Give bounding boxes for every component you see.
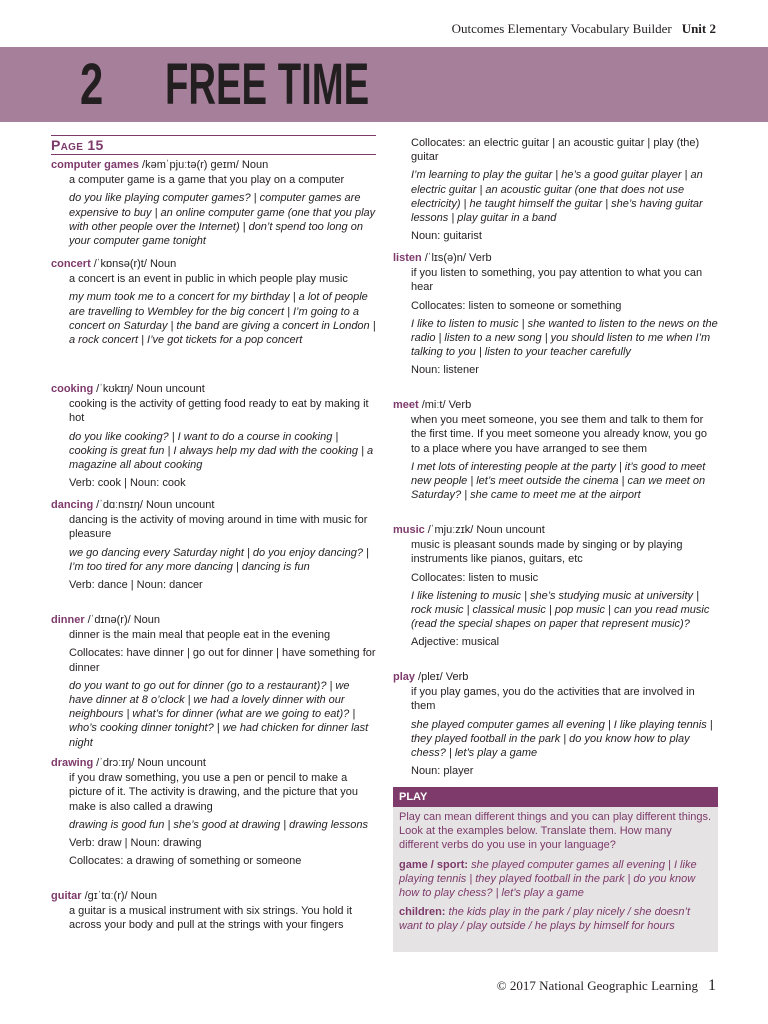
definition: when you meet someone, you see them and talk to them for the first time. If you meet someone you already know, you go to a place where you have arranged to see them (411, 414, 707, 455)
entry-guitar-continued (393, 136, 718, 243)
derived-forms: Adjective: musical (411, 636, 500, 649)
unit-label: Unit 2 (681, 21, 716, 36)
headword: meet (393, 399, 419, 411)
entry-music (393, 523, 718, 650)
page-number: 1 (708, 977, 716, 994)
definition: if you listen to something, you pay attention to what you can hear (411, 267, 703, 294)
collocates: Collocates: listen to music (411, 571, 539, 584)
entry-dancing (51, 498, 376, 592)
pronunciation: /ˈkɒnsə(r)t/ Noun (93, 258, 177, 270)
headword: listen (393, 252, 422, 264)
pronunciation: /ˈmjuːzɪk/ Noun uncount (427, 524, 545, 536)
play-box-item (399, 905, 712, 933)
examples: she played computer games all evening | I like playing tennis | they played football in the park | do you know how to play chess? | let’s play a game (411, 718, 713, 760)
derived-forms: Noun: listener (411, 364, 479, 377)
unit-banner (0, 47, 768, 122)
entry-computer-games (51, 158, 376, 248)
unit-number: 2 (80, 52, 103, 117)
item-label: children: (399, 906, 446, 919)
headword: music (393, 524, 425, 536)
pronunciation: /ˈdɪnə(r)/ Noun (87, 614, 161, 626)
entry-meet (393, 398, 718, 502)
examples: I like listening to music | she’s studying music at university | rock music | classical music | pop music | can you read music (read the special shapes on paper that represent music)? (411, 589, 710, 631)
collocates: Collocates: listen to someone or something (411, 299, 622, 312)
entry-play (393, 670, 718, 778)
item-examples: she played computer games all evening | I like playing tennis | they played football in the park | do you know how to play chess? | let’s play a game (399, 858, 697, 900)
derived-forms: Noun: guitarist (411, 230, 482, 243)
definition: cooking is the activity of getting food ready to eat by making it hot (69, 398, 369, 425)
headword: cooking (51, 383, 94, 395)
derived-forms: Verb: dance | Noun: dancer (69, 579, 203, 592)
pronunciation: /ˈkʊkɪŋ/ Noun uncount (96, 383, 205, 395)
examples: drawing is good fun | she’s good at drawing | drawing lessons (69, 818, 369, 831)
play-box-intro: Play can mean different things and you can play different things. Look at the examples below. Translate them. How many different verbs do you use in your language? (399, 811, 712, 852)
page-heading-label: Page 15 (51, 137, 104, 153)
pronunciation: /ɡɪˈtɑː(r)/ Noun (84, 890, 157, 902)
entry-guitar (51, 889, 376, 933)
pronunciation: /ˈlɪs(ə)n/ Verb (424, 252, 492, 264)
definition: a concert is an event in public in which people play music (69, 273, 348, 286)
pronunciation: /pleɪ/ Verb (418, 671, 469, 683)
play-box-title: PLAY (393, 787, 718, 807)
examples: do you like playing computer games? | computer games are expensive to buy | an online computer game (one that you play with other people over the Internet) | don’t spend too long on your computer game tonight (69, 192, 376, 248)
definition: dancing is the activity of moving around in time with music for pleasure (69, 514, 368, 541)
definition: if you play games, you do the activities that are involved in them (411, 686, 695, 713)
definition: if you draw something, you use a pen or pencil to make a picture of it. The activity is drawing, and the picture that you make is also called a drawing (69, 772, 359, 813)
book-title: Outcomes Elementary Vocabulary Builder (451, 21, 672, 36)
item-examples: the kids play in the park / play nicely / she doesn’t want to play / play outside / he plays by himself for hours (399, 906, 691, 933)
headword: computer games (51, 159, 140, 171)
examples: do you like cooking? | I want to do a course in cooking | cooking is great fun | I always help my dad with the cooking | a magazine all about cooking (69, 430, 374, 472)
item-label: game / sport: (399, 858, 469, 871)
examples: I like to listen to music | she wanted to listen to the news on the radio | listen to a new song | you should listen to me when I’m talking to you | listen to your teacher carefully (411, 317, 718, 359)
pronunciation: /ˈdɑːnsɪŋ/ Noun uncount (96, 499, 215, 511)
collocates: Collocates: have dinner | go out for dinner | have something for dinner (69, 647, 376, 674)
copyright: © 2017 National Geographic Learning (496, 978, 698, 993)
entry-listen (393, 251, 718, 378)
pronunciation: /miːt/ Verb (421, 399, 472, 411)
examples: do you want to go out for dinner (go to a restaurant)? | we have dinner at 8 o’clock | we had a lovely dinner with our neighbours | what’s for dinner (what are we going to eat)? | who’s cooking dinner tonight? | we had chicken for dinner last night (69, 679, 369, 749)
headword: guitar (51, 890, 82, 902)
entry-dinner (51, 613, 376, 750)
entry-cooking (51, 382, 376, 490)
collocates: Collocates: an electric guitar | an acoustic guitar | play (the) guitar (411, 137, 700, 164)
examples: we go dancing every Saturday night | do you enjoy dancing? | I’m too tired for any more dancing | dancing is fun (69, 546, 369, 573)
headword: concert (51, 258, 91, 270)
definition: a computer game is a game that you play on a computer (69, 174, 345, 187)
derived-forms: Verb: draw | Noun: drawing (69, 837, 202, 850)
pronunciation: /ˈdrɔːɪŋ/ Noun uncount (96, 757, 206, 769)
headword: dancing (51, 499, 94, 511)
page-heading (51, 135, 376, 155)
examples: I’m learning to play the guitar | he’s a good guitar player | an electric guitar | an acoustic guitar (one that does not use electricity) | he taught himself the guitar | she’s having guitar lessons | play guitar in a band (411, 169, 703, 225)
derived-forms: Noun: player (411, 765, 474, 778)
definition: a guitar is a musical instrument with six strings. You hold it across your body and pull at the strings with your fingers (69, 905, 353, 932)
entry-drawing (51, 756, 376, 868)
definition: dinner is the main meal that people eat in the evening (69, 629, 331, 642)
play-usage-box (393, 787, 718, 952)
running-head (452, 21, 716, 37)
headword: drawing (51, 757, 94, 769)
unit-title: FREE TIME (165, 52, 370, 117)
headword: play (393, 671, 416, 683)
entry-concert (51, 257, 376, 347)
derived-forms: Verb: cook | Noun: cook (69, 477, 186, 490)
definition: music is pleasant sounds made by singing or by playing instruments like pianos, guitars, etc (411, 539, 683, 566)
headword: dinner (51, 614, 85, 626)
examples: I met lots of interesting people at the party | it’s good to meet new people | let’s meet outside the cinema | can we meet on Saturday? | she came to meet me at the airport (411, 460, 706, 502)
collocates: Collocates: a drawing of something or someone (69, 855, 302, 868)
examples: my mum took me to a concert for my birthday | a lot of people are travelling to Wembley for the big concert | I’m going to a concert on Saturday | the band are giving a concert in London | a rock concert | I’ve got tickets for a pop concert (69, 291, 376, 347)
pronunciation: /kəmˈpjuːtə(r) ɡeɪm/ Noun (142, 159, 269, 171)
play-box-item (399, 858, 712, 901)
page-footer (497, 977, 716, 995)
